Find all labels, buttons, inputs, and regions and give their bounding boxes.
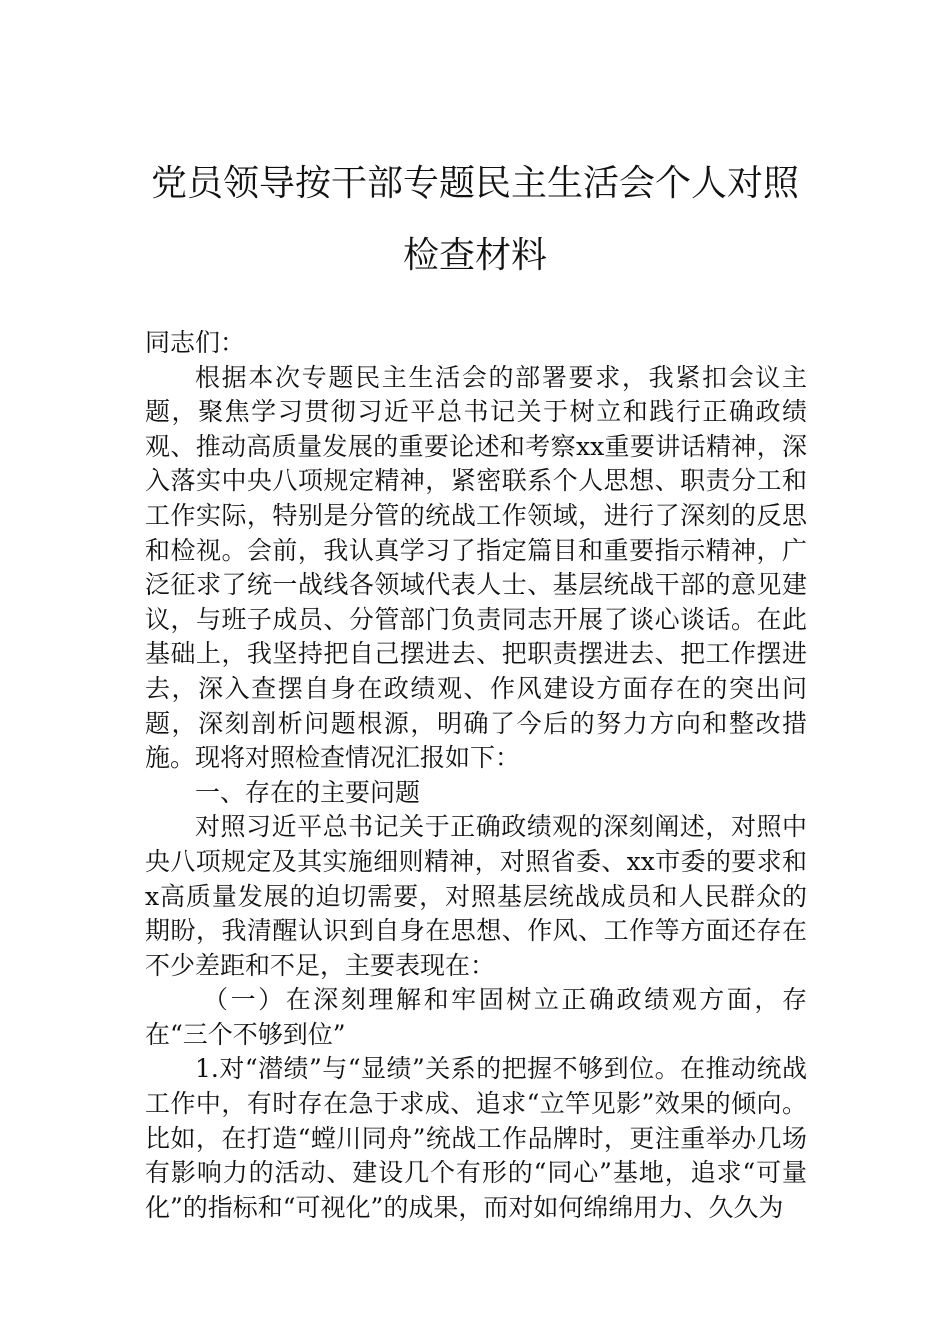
item-1-paragraph: 1.对“潜绩”与“显绩”关系的把握不够到位。在推动统战工作中，有时存在急于求成、追求“立竿见影”效果的倾向。比如，在打造“螳川同舟”统战工作品牌时，更注重举办几场有影响力的活动、建设几个有形的“同心”基地，追求“可量化”的指标和“可视化”的成果，而对如何绵绵用力、久久为 xyxy=(145,1054,807,1222)
section-heading: 一、存在的主要问题 xyxy=(195,777,421,807)
subsection-heading: （一）在深刻理解和牢固树立正确政绩观方面，存在“三个不够到位” xyxy=(145,985,807,1049)
document-title-line-1: 党员领导按干部专题民主生活会个人对照 xyxy=(150,163,799,204)
problems-paragraph: 对照习近平总书记关于正确政绩观的深刻阐述，对照中央八项规定及其实施细则精神，对照省委、xx市委的要求和x高质量发展的迫切需要，对照基层统战成员和人民群众的期盼，我清醒认识到自身在思想、作风、工作等方面还存在不少差距和不足，主要表现在： xyxy=(145,812,807,980)
document-title-line-2: 检查材料 xyxy=(402,235,547,276)
intro-paragraph: 根据本次专题民主生活会的部署要求，我紧扣会议主题，聚焦学习贯彻习近平总书记关于树立和践行正确政绩观、推动高质量发展的重要论述和考察xx重要讲话精神，深入落实中央八项规定精神，紧密联系个人思想、职责分工和工作实际，特别是分管的统战工作领域，进行了深刻的反思和检视。会前，我认真学习了指定篇目和重要指示精神，广泛征求了统一战线各领域代表人士、基层统战干部的意见建议，与班子成员、分管部门负责同志开展了谈心谈话。在此基础上，我坚持把自己摆进去、把职责摆进去、把工作摆进去，深入查摆自身在政绩观、作风建设方面存在的突出问题，深刻剖析问题根源，明确了今后的努力方向和整改措施。现将对照检查情况汇报如下： xyxy=(145,362,807,773)
document-body xyxy=(145,326,807,1225)
salutation: 同志们： xyxy=(145,328,246,357)
